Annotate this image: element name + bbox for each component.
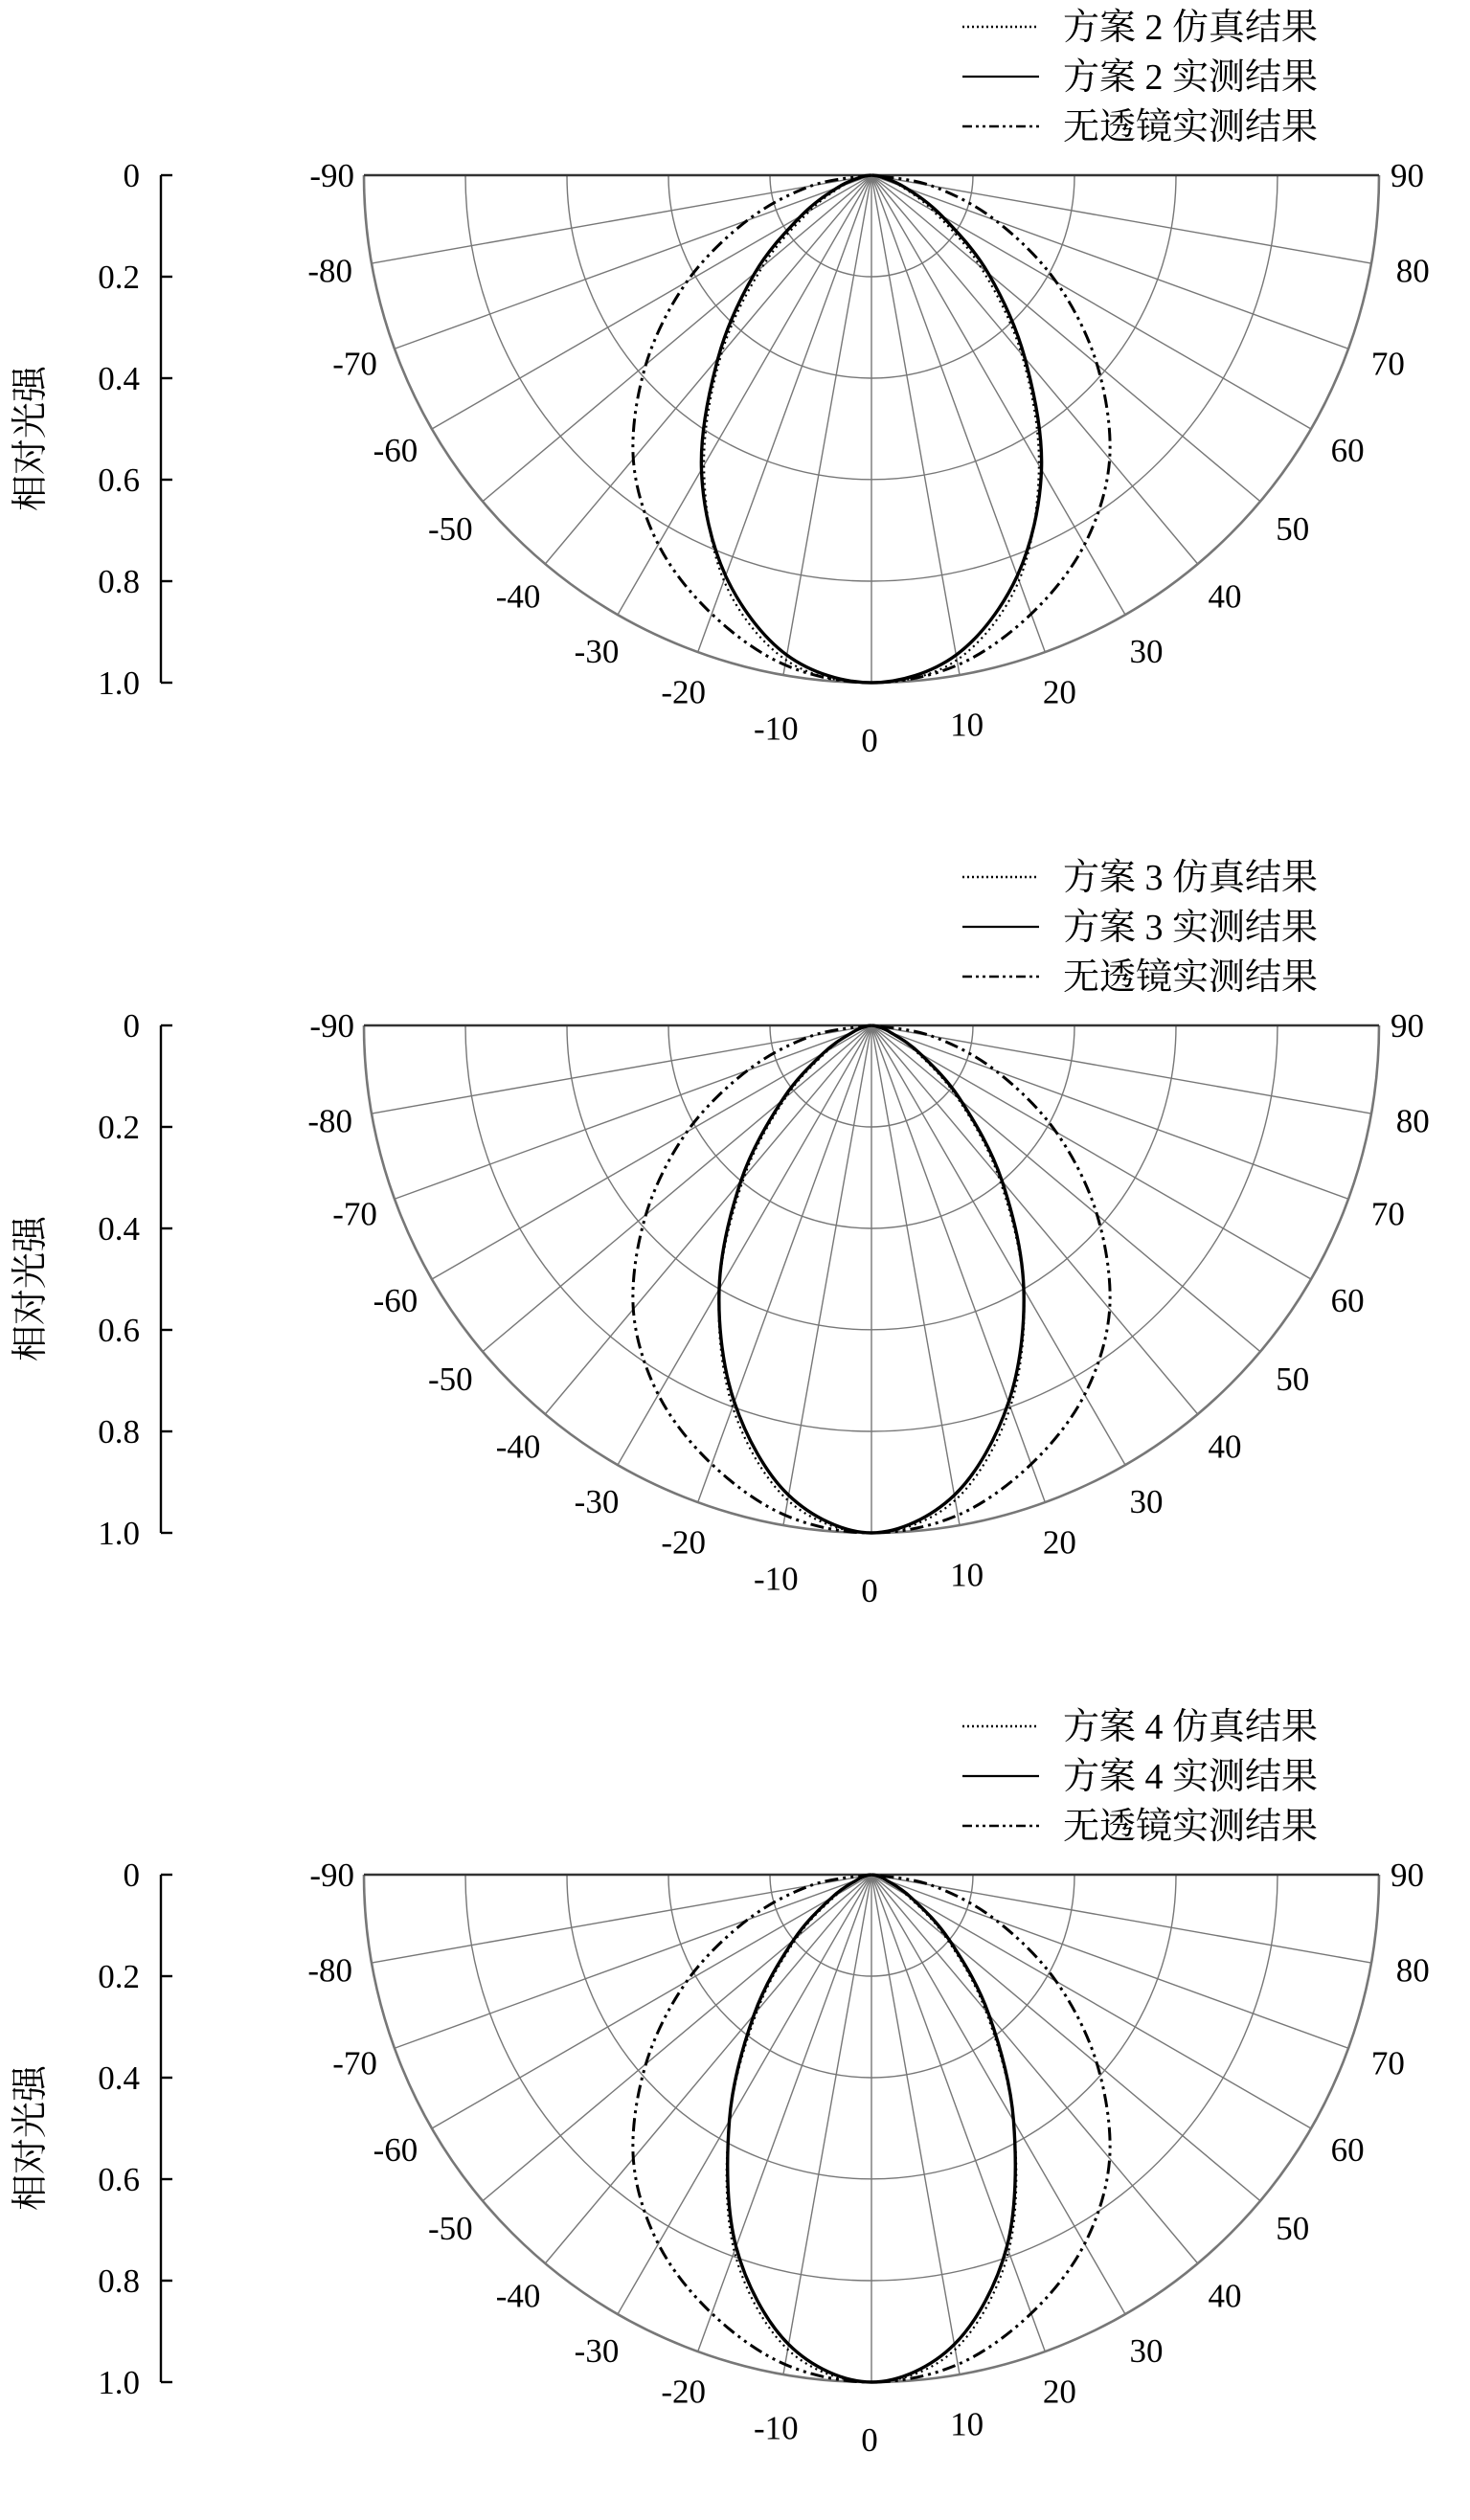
angle-tick-label: 60 xyxy=(1330,432,1365,469)
angle-tick-label: 40 xyxy=(1208,577,1242,616)
angle-tick-label: -50 xyxy=(427,2209,473,2247)
angle-tick-label: 70 xyxy=(1370,2044,1405,2082)
angle-tick-label: 30 xyxy=(1129,2332,1164,2371)
y-axis-label: 相对光强 xyxy=(11,365,51,512)
radial-tick-label: 0.2 xyxy=(98,1958,140,1995)
grid-spoke xyxy=(432,1025,871,1279)
angle-tick-label: 20 xyxy=(1042,2373,1076,2411)
grid-spoke xyxy=(483,1025,871,1352)
angle-tick-label: -20 xyxy=(661,673,707,711)
grid-spoke xyxy=(871,175,1198,564)
grid-spoke xyxy=(871,1025,1125,1465)
y-axis-label: 相对光强 xyxy=(11,1215,51,1362)
angle-tick-label: -50 xyxy=(427,1360,473,1398)
legend-label: 方案 3 实测结果 xyxy=(1063,908,1319,948)
angle-tick-label: 60 xyxy=(1330,2131,1365,2169)
grid-spoke xyxy=(783,175,871,675)
angle-tick-label: -40 xyxy=(495,2277,541,2315)
y-axis-label: 相对光强 xyxy=(11,2064,51,2212)
grid-spoke xyxy=(871,175,1260,502)
angle-tick-label: -80 xyxy=(307,252,353,290)
angle-tick-label: -40 xyxy=(495,577,541,616)
radial-tick-label: 0 xyxy=(123,157,140,194)
angle-tick-label: 0 xyxy=(861,1572,878,1609)
legend-label: 方案 4 仿真结果 xyxy=(1063,1707,1319,1747)
polar-chart-1 xyxy=(11,8,1430,759)
legend-label: 方案 4 实测结果 xyxy=(1063,1757,1319,1797)
radial-tick-label: 0.8 xyxy=(98,1413,140,1451)
angle-tick-label: 0 xyxy=(861,2421,878,2459)
grid-spoke xyxy=(545,175,871,564)
radial-tick-label: 1.0 xyxy=(98,664,140,702)
angle-tick-label: 80 xyxy=(1395,1951,1430,1990)
angle-tick-label: -50 xyxy=(427,509,473,548)
legend-label: 方案 2 仿真结果 xyxy=(1063,8,1319,48)
radial-tick-label: 0.8 xyxy=(98,2262,140,2300)
radial-tick-label: 0 xyxy=(123,1007,140,1045)
grid-spoke xyxy=(545,1025,871,1414)
grid-spoke xyxy=(618,175,871,615)
grid-spoke xyxy=(618,1875,871,2314)
legend-label: 无透镜实测结果 xyxy=(1063,957,1319,998)
grid-spoke xyxy=(871,175,960,675)
angle-tick-label: -30 xyxy=(574,633,620,671)
legend-label: 无透镜实测结果 xyxy=(1063,107,1319,147)
radial-tick-label: 0.6 xyxy=(98,2161,140,2198)
angle-tick-label: 70 xyxy=(1370,1195,1405,1233)
grid-spoke xyxy=(871,1875,1198,2263)
angle-tick-label: -10 xyxy=(753,2409,799,2447)
angle-tick-label: 40 xyxy=(1208,1428,1242,1466)
angle-tick-label: -40 xyxy=(495,1428,541,1466)
angle-tick-label: 10 xyxy=(950,706,984,744)
radial-tick-label: 0.4 xyxy=(98,2059,140,2097)
angle-tick-label: -10 xyxy=(753,709,799,748)
angle-tick-label: 50 xyxy=(1276,2209,1310,2247)
angle-tick-label: 10 xyxy=(950,1556,984,1594)
grid-spoke xyxy=(372,1025,871,1114)
angle-tick-label: 20 xyxy=(1042,673,1076,711)
grid-spoke xyxy=(871,1875,960,2374)
angle-tick-label: 90 xyxy=(1391,157,1424,194)
radial-tick-label: 1.0 xyxy=(98,1515,140,1552)
angle-tick-label: 20 xyxy=(1042,1523,1076,1562)
grid-spoke xyxy=(372,1875,871,1963)
radial-tick-label: 0.2 xyxy=(98,1109,140,1146)
grid-spoke xyxy=(483,175,871,502)
angle-tick-label: -20 xyxy=(661,1523,707,1562)
grid-spoke xyxy=(871,1025,1311,1279)
angle-tick-label: -10 xyxy=(753,1560,799,1598)
angle-tick-label: -80 xyxy=(307,1102,353,1140)
angle-tick-label: 60 xyxy=(1330,1282,1365,1319)
angle-tick-label: -60 xyxy=(373,2131,418,2169)
angle-tick-label: -60 xyxy=(373,1282,418,1319)
legend-label: 无透镜实测结果 xyxy=(1063,1807,1319,1847)
angle-tick-label: -60 xyxy=(373,432,418,469)
radial-tick-label: 1.0 xyxy=(98,2364,140,2401)
legend-label: 方案 2 实测结果 xyxy=(1063,57,1319,98)
radial-tick-label: 0 xyxy=(123,1856,140,1894)
grid-spoke xyxy=(871,1025,960,1525)
grid-spoke xyxy=(545,1875,871,2263)
radial-tick-label: 0.6 xyxy=(98,461,140,499)
angle-tick-label: 10 xyxy=(950,2405,984,2443)
grid-spoke xyxy=(618,1025,871,1465)
radial-tick-label: 0.6 xyxy=(98,1312,140,1349)
angle-tick-label: -20 xyxy=(661,2373,707,2411)
angle-tick-label: -70 xyxy=(332,1195,377,1233)
grid-spoke xyxy=(871,1875,1311,2128)
angle-tick-label: -30 xyxy=(574,2332,620,2371)
grid-spoke xyxy=(783,1875,871,2374)
angle-tick-label: 90 xyxy=(1391,1007,1424,1045)
angle-tick-label: 80 xyxy=(1395,252,1430,290)
angle-tick-label: 50 xyxy=(1276,1360,1310,1398)
angle-tick-label: 90 xyxy=(1391,1856,1424,1894)
angle-tick-label: -90 xyxy=(309,1007,354,1045)
grid-spoke xyxy=(871,1875,1371,1963)
angle-tick-label: -90 xyxy=(309,1856,354,1894)
angle-tick-label: 0 xyxy=(861,722,878,759)
polar-chart-2 xyxy=(11,858,1430,1609)
grid-spoke xyxy=(871,175,1125,615)
grid-spoke xyxy=(871,1025,1260,1352)
angle-tick-label: -80 xyxy=(307,1951,353,1990)
angle-tick-label: 50 xyxy=(1276,509,1310,548)
angle-tick-label: -70 xyxy=(332,2044,377,2082)
grid-spoke xyxy=(432,1875,871,2128)
grid-spoke xyxy=(783,1025,871,1525)
radial-tick-label: 0.4 xyxy=(98,1210,140,1248)
polar-chart-3 xyxy=(11,1707,1430,2459)
radial-tick-label: 0.8 xyxy=(98,563,140,600)
angle-tick-label: 70 xyxy=(1370,345,1405,383)
angle-tick-label: -70 xyxy=(332,345,377,383)
angle-tick-label: -90 xyxy=(309,157,354,194)
angle-tick-label: 80 xyxy=(1395,1102,1430,1140)
angle-tick-label: 30 xyxy=(1129,1483,1164,1521)
angle-tick-label: 40 xyxy=(1208,2277,1242,2315)
legend-label: 方案 3 仿真结果 xyxy=(1063,858,1319,898)
angle-tick-label: 30 xyxy=(1129,633,1164,671)
angle-tick-label: -30 xyxy=(574,1483,620,1521)
grid-spoke xyxy=(871,1025,1198,1414)
grid-spoke xyxy=(871,1875,1260,2201)
radial-tick-label: 0.2 xyxy=(98,259,140,296)
grid-spoke xyxy=(483,1875,871,2201)
radial-tick-label: 0.4 xyxy=(98,360,140,397)
grid-spoke xyxy=(871,1025,1371,1114)
grid-spoke xyxy=(871,1875,1125,2314)
